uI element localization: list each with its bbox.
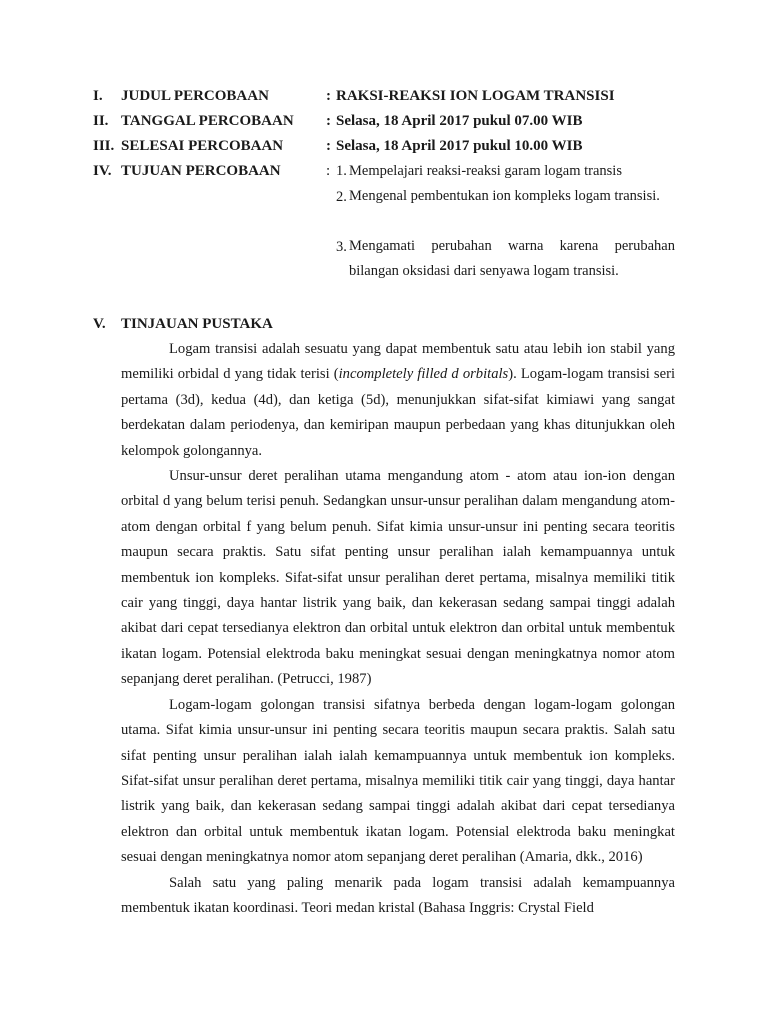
header-row-finish xyxy=(0,134,768,158)
header-colon: : xyxy=(326,88,331,104)
paragraph-3: Logam-logam golongan transisi sifatnya berbeda dengan logam-logam golongan utama. Sifat kimia unsur-unsur ini penting secara teoritis maupun secara praktis. Salah satu sifat penting unsur peralihan ialah ialah kemampuannya untuk membentuk ion kompleks. Sifat-sifat unsur peralihan deret pertama, misalnya memiliki titik cair yang tinggi, daya hantar listrik yang baik, dan kekerasan sedang sampai tinggi adalah akibat dari cepat tersedianya elektron dan orbital untuk membentuk ikatan logam. Potensial elektroda baku meningkat sesuai dengan meningkatnya nomor atom sepanjang deret peralihan (Amaria, dkk., 2016) xyxy=(121,696,675,866)
header-number: II. xyxy=(93,113,109,129)
header-label: TUJUAN PERCOBAAN xyxy=(121,163,281,179)
goal-number: 1. xyxy=(336,163,347,179)
goal-text: Mengamati perubahan warna karena perubahan bilangan oksidasi dari senyawa logam transisi. xyxy=(349,238,675,279)
header-row-title xyxy=(0,84,768,108)
goal-number: 2. xyxy=(336,189,347,205)
header-label: SELESAI PERCOBAAN xyxy=(121,138,284,154)
header-value: Selasa, 18 April 2017 pukul 10.00 WIB xyxy=(336,138,583,154)
goal-text: Mengenal pembentukan ion kompleks logam transisi. xyxy=(349,188,660,204)
paragraph-text: Logam transisi adalah sesuatu yang dapat membentuk satu atau lebih ion stabil yang memiliki orbidal d yang tidak terisi ( xyxy=(121,341,675,383)
italic-term: incompletely filled d orbitals xyxy=(338,366,509,383)
header-colon: : xyxy=(326,163,331,179)
paragraph-4: Salah satu yang paling menarik pada logam transisi adalah kemampuannya membentuk ikatan koordinasi. Teori medan kristal (Bahasa Inggris: Crystal Field xyxy=(121,874,675,916)
paragraph-1 xyxy=(121,337,675,464)
header-number: IV. xyxy=(93,163,112,179)
header-number: III. xyxy=(93,138,115,154)
header-number: I. xyxy=(93,88,103,104)
paragraph-2: Unsur-unsur deret peralihan utama mengandung atom - atom atau ion-ion dengan orbital d yang belum terisi penuh. Sedangkan unsur-unsur peralihan dalam mengandung atom-atom dengan orbital f yang belum penuh. Sifat kimia unsur-unsur ini penting secara teoritis maupun secara praktis. Satu sifat penting unsur peralihan ialah kemampuannya untuk membentuk ion kompleks. Sifat-sifat unsur peralihan deret pertama, misalnya memiliki titik cair yang tinggi, daya hantar listrik yang baik, dan kekerasan sedang sampai tinggi adalah akibat dari cepat tersedianya elektron dan orbital untuk elektron dan orbital untuk membentuk ikatan logam. Potensial elektroda baku meningkat sesuai dengan meningkatnya nomor atom sepanjang deret peralihan. (Petrucci, 1987) xyxy=(121,468,675,688)
paragraph-text: ). Logam-logam transisi seri pertama (3d), kedua (4d), dan ketiga (5d), menunjukkan sifat-sifat kimiawi yang sangat berdekatan dalam periodenya, dan kemiripan maupun perbedaan yang khas ditunjukkan oleh kelompok golongannya. xyxy=(121,366,675,459)
header-label: TANGGAL PERCOBAAN xyxy=(121,113,294,129)
section-number: V. xyxy=(93,316,106,332)
header-value: RAKSI-REAKSI ION LOGAM TRANSISI xyxy=(336,88,615,104)
goal-number: 3. xyxy=(336,239,347,255)
header-value: Selasa, 18 April 2017 pukul 07.00 WIB xyxy=(336,113,583,129)
section-body xyxy=(121,337,675,921)
header-row-date xyxy=(0,109,768,133)
header-colon: : xyxy=(326,138,331,154)
section-heading xyxy=(0,312,768,336)
header-label: JUDUL PERCOBAAN xyxy=(121,88,269,104)
header-colon: : xyxy=(326,113,331,129)
section-title: TINJAUAN PUSTAKA xyxy=(121,316,273,332)
goal-text: Mempelajari reaksi-reaksi garam logam transis xyxy=(349,163,622,179)
